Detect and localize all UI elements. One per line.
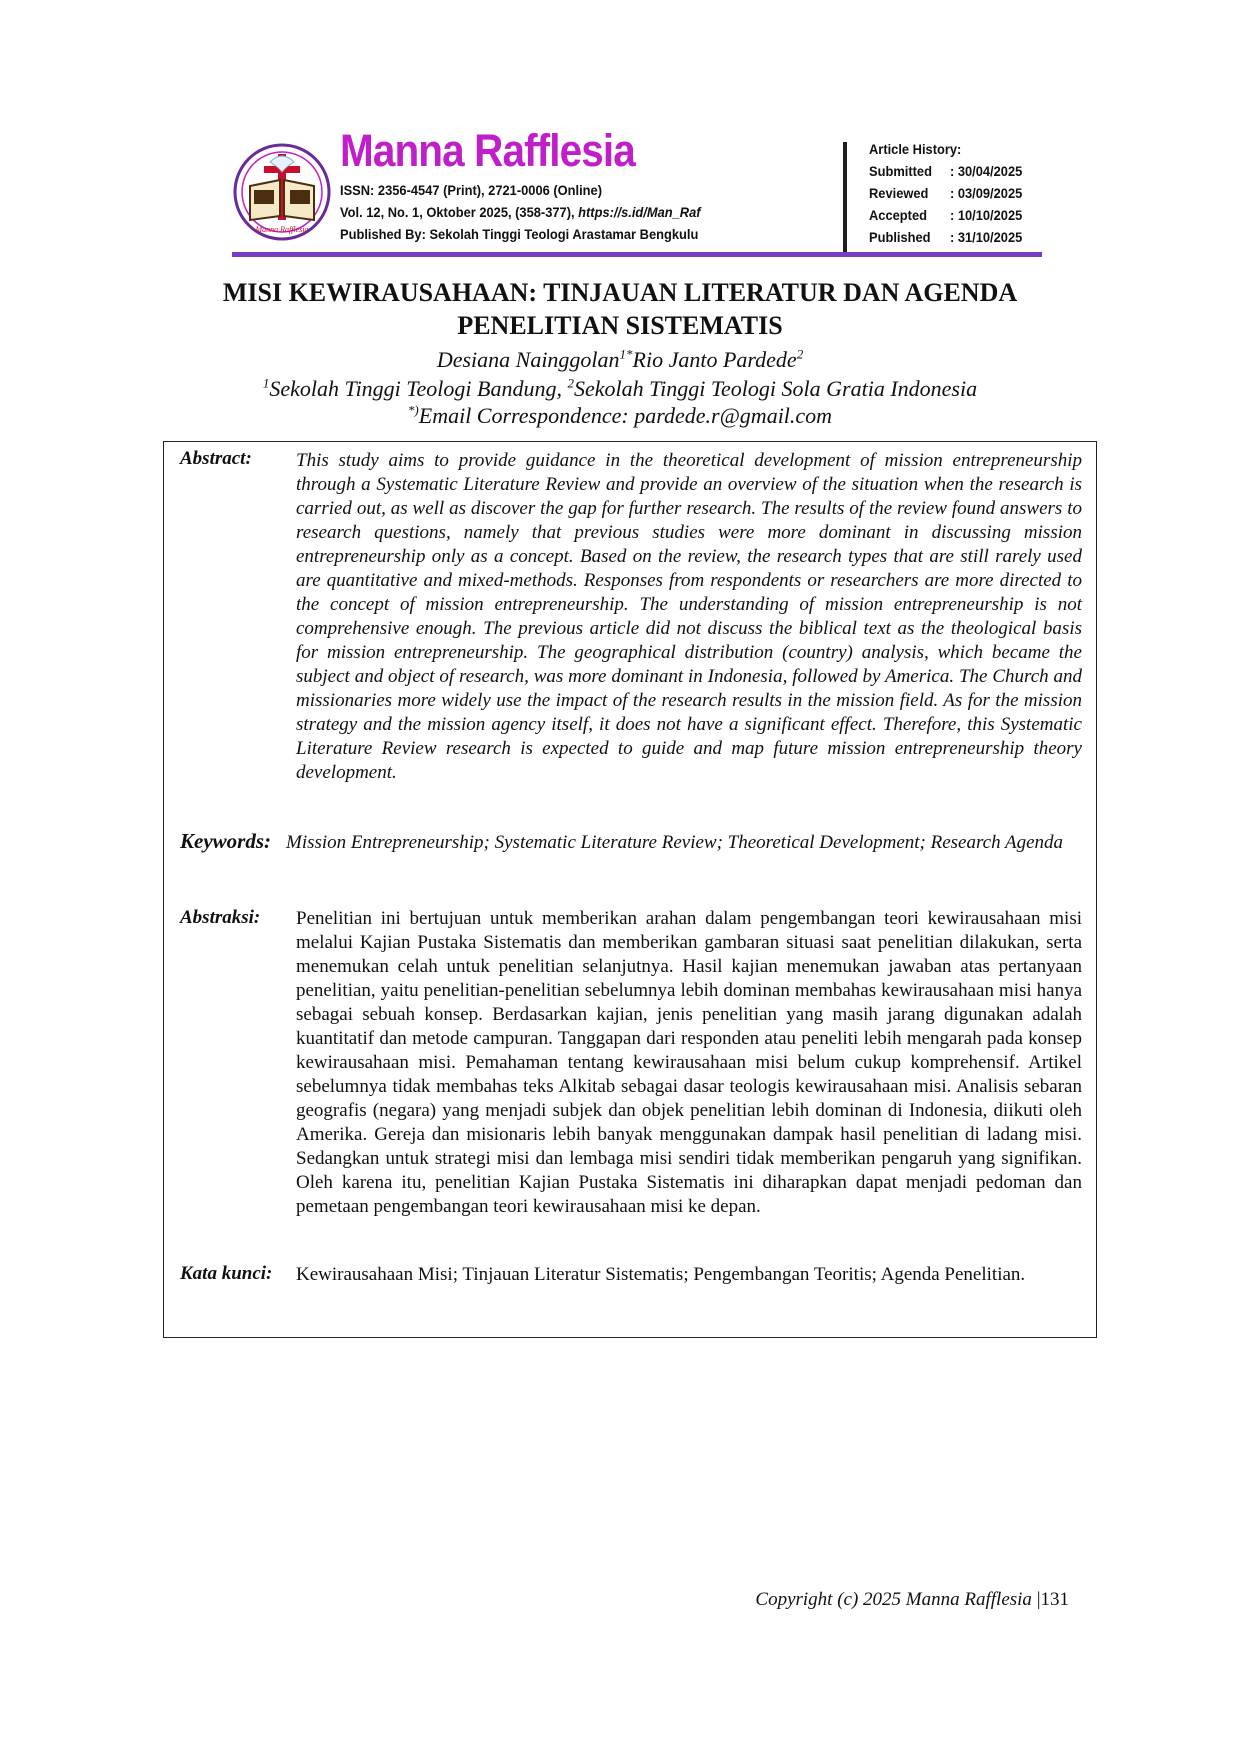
keywords-label: Keywords: [180,829,271,853]
history-value: : 10/10/2025 [949,207,1023,223]
kata-kunci-label: Kata kunci: [180,1263,273,1284]
header-divider [843,142,847,252]
article-history-title: Article History: [869,141,962,157]
history-row-submitted [869,160,1022,182]
journal-logo [232,142,332,242]
abstract-box [163,441,1097,1338]
author-name: Rio Janto Pardede [632,347,797,372]
history-label: Reviewed [869,185,929,201]
author-marker: 2 [796,346,804,362]
publisher-line: Published By: Sekolah Tinggi Teologi Arastamar Bengkulu [340,226,699,242]
abstract-text: This study aims to provide guidance in the theoretical development of mission entrepreneurship through a Systematic Literature Review and provide an overview of the situation when the research is carried out, as well as discover the gap for further research. The results of the review found answers to research questions, namely that previous studies were more dominant in discussing mission entrepreneurship only as a concept. Based on the review, the research types that are still rarely used are quantitative and mixed-methods. Responses from respondents or researchers are more directed to the concept of mission entrepreneurship. The understanding of mission entrepreneurship is not comprehensive enough. The previous article did not discuss the biblical text as the theological basis for mission entrepreneurship. The geographical distribution (country) analysis, which became the subject and object of research, was more dominant in Indonesia, followed by America. The Church and missionaries more widely use the impact of the research results in the mission field. As for the mission strategy and the mission agency itself, it does not have a significant effect. Therefore, this Systematic Literature Review research is expected to guide and map future mission entrepreneurship theory development. [296,450,1082,783]
author-marker: 1* [619,346,633,362]
journal-name: Manna Rafflesia [340,125,635,176]
history-value: : 30/04/2025 [949,163,1023,179]
affiliation-name: Sekolah Tinggi Teologi Sola Gratia Indonesia [573,376,978,401]
correspondence-email[interactable]: Email Correspondence: pardede.r@gmail.com [418,403,833,428]
journal-url-link[interactable]: https://s.id/Man_Raf [578,204,701,220]
affiliation-marker: 2 [567,375,574,391]
volume-line [340,204,701,220]
history-row-accepted [869,204,1022,226]
author-name: Desiana Nainggolan [436,347,620,372]
history-row-reviewed [869,182,1022,204]
page-number: |131 [1036,1589,1069,1610]
page-footer [755,1589,1069,1611]
history-label: Submitted [869,163,932,179]
affiliation-name: Sekolah Tinggi Teologi Bandung, [269,376,568,401]
article-history [869,138,1022,248]
affiliation-line [140,375,1100,403]
history-row-published [869,226,1022,248]
copyright-text: Copyright (c) 2025 Manna Rafflesia [755,1589,1032,1610]
abstract-label: Abstract: [180,448,252,469]
article-title [140,276,1100,342]
history-label: Published [869,229,931,245]
kata-kunci-text: Kewirausahaan Misi; Tinjauan Literatur Sistematis; Pengembangan Teoritis; Agenda Penelitian. [296,1264,1026,1285]
affiliation-marker: 1 [262,375,270,391]
correspondence-line [140,402,1100,430]
volume-text: Vol. 12, No. 1, Oktober 2025, (358-377), [340,204,575,220]
issn-line: ISSN: 2356-4547 (Print), 2721-0006 (Online) [340,182,603,198]
abstraksi-text: Penelitian ini bertujuan untuk memberikan arahan dalam pengembangan teori kewirausahaan misi melalui Kajian Pustaka Sistematis dan memberikan gambaran situasi saat penelitian dilakukan, serta menemukan celah untuk penelitian selanjutnya. Hasil kajian menemukan jawaban atas pertanyaan penelitian, yaitu penelitian-penelitian sebelumnya lebih dominan membahas kewirausahaan misi hanya sebagai sebuah konsep. Berdasarkan kajian, jenis penelitian yang masih jarang digunakan adalah kuantitatif dan metode campuran. Tanggapan dari responden atau peneliti lebih mengarah pada konsep kewirausahaan misi. Pemahaman tentang kewirausahaan misi belum cukup komprehensif. Artikel sebelumnya tidak membahas teks Alkitab sebagai dasar teologis kewirausahaan misi. Analisis sebaran geografis (negara) yang menjadi subjek dan objek penelitian lebih dominan di Indonesia, diikuti oleh Amerika. Gereja dan misionaris lebih banyak menggunakan dampak hasil penelitian di ladang misi. Sedangkan untuk strategi misi dan lembaga misi sendiri tidak memberikan pengaruh yang signifikan. Oleh karena itu, penelitian Kajian Pustaka Sistematis ini diharapkan dapat menjadi pedoman dan pemetaan pengembangan teori kewirausahaan misi ke depan. [296,908,1082,1217]
svg-text:Manna Rafflesia: Manna Rafflesia [255,225,309,234]
abstraksi-label: Abstraksi: [180,907,261,928]
correspondence-marker: *) [407,402,419,418]
history-value: : 31/10/2025 [949,229,1023,245]
article-title-line1: MISI KEWIRAUSAHAAN: TINJAUAN LITERATUR DAN AGENDA [222,278,1018,307]
header-rule [232,252,1042,257]
keywords-text: Mission Entrepreneurship; Systematic Literature Review; Theoretical Development; Research Agenda [286,832,1064,853]
author-line [140,346,1100,374]
journal-header [232,125,1042,253]
history-value: : 03/09/2025 [949,185,1023,201]
history-label: Accepted [869,207,927,223]
article-title-line2: PENELITIAN SISTEMATIS [457,311,783,340]
